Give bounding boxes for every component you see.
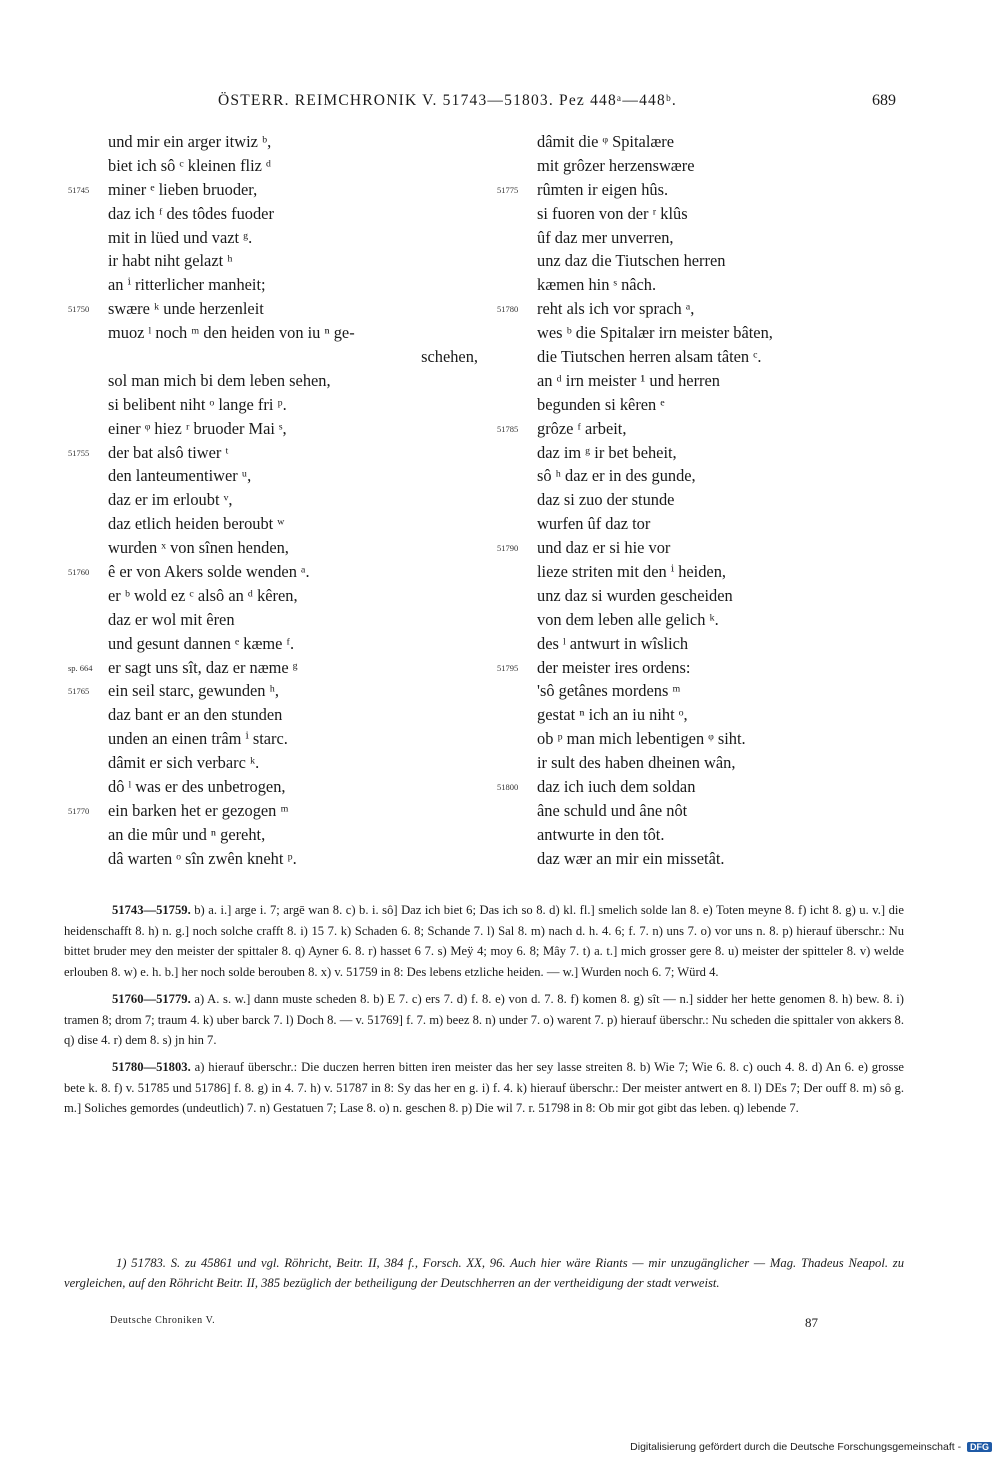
- dfg-logo: DFG: [967, 1442, 992, 1452]
- verse-text: von dem leben alle gelich ᵏ.: [537, 609, 719, 629]
- line-number: 51780: [497, 304, 519, 315]
- verse-line: [68, 345, 488, 369]
- line-number: 51790: [497, 543, 519, 554]
- verse-text: reht als ich vor sprach ᵃ,: [537, 299, 695, 319]
- apparatus-text: b) a. i.] arge i. 7; argē wan 8. c) b. i. sô] Daz ich biet 6; Das ich so 8. d) kl. fl.] smelich solde lan 8. e) Toten meyne 8. f) icht 8. g) u. v.] die heidenschafft 8. h) n. g.] noch solche crafft 8. i) 15 7. k) Schaden 6. 8; Schande 7. l) Sal 8. m) nach d. h. 4. 6; f. 7. n) uns 7. o) vor uns n. 8. p) hierauf überschr.: Nu bittet bruder mey den meister der spittaler 8. q) Ayner 6. 8. r) hasset 6 7. s) Meÿ 4; moy 6. 8; Mây 7. t) a. t.] mich grosser gere 8. u) meister der spitteler 8. v) welde erlouben 8. w) e. h. b.] her noch solde berouben 8. x) v. 51759 in 8: Des lebens etzliche heiden. — w.] Wurden noch 6. 7; Würd 4.: [64, 903, 904, 980]
- verse-line: [497, 273, 827, 297]
- verse-line: [68, 656, 488, 680]
- verse-text: 'sô getânes mordens ᵐ: [537, 681, 681, 701]
- verse-line: [68, 369, 488, 393]
- verse-line: [68, 297, 488, 321]
- line-number: 51760: [68, 567, 90, 578]
- verse-text: ir sult des haben dheinen wân,: [537, 753, 736, 773]
- verse-line: [68, 321, 488, 345]
- verse-line: [497, 847, 827, 871]
- verse-text: unz daz die Tiutschen herren: [537, 251, 726, 271]
- verse-text: an die mûr und ⁿ gereht,: [108, 824, 266, 844]
- verse-line: [68, 751, 488, 775]
- verse-line: [68, 536, 488, 560]
- verse-text: grôze ᶠ arbeit,: [537, 418, 627, 438]
- verse-text: daz wær an mir ein missetât.: [537, 848, 725, 868]
- line-number: 51770: [68, 805, 90, 816]
- verse-text: sol man mich bi dem leben sehen,: [108, 370, 331, 390]
- verse-line: [497, 154, 827, 178]
- verse-text: des ˡ antwurt in wîslich: [537, 633, 689, 653]
- verse-text: si fuoren von der ʳ klûs: [537, 203, 688, 223]
- verse-line: [68, 464, 488, 488]
- verse-text: daz er wol mit êren: [108, 609, 235, 629]
- verse-text: gestat ⁿ ich an iu niht ᵒ,: [537, 705, 688, 725]
- verse-text: ein seil starc, gewunden ʰ,: [108, 681, 279, 701]
- verse-line: [68, 608, 488, 632]
- verse-text: er sagt uns sît, daz er næme ᵍ: [108, 657, 298, 677]
- page-number: 689: [872, 92, 896, 109]
- verse-line: [68, 679, 488, 703]
- verse-text: ob ᵖ man mich lebentigen ᵠ siht.: [537, 729, 746, 749]
- apparatus-range: 51743—51759.: [112, 903, 191, 917]
- verse-text: daz ich iuch dem soldan: [537, 777, 696, 797]
- apparatus-text: a) A. s. w.] dann muste scheden 8. b) E 7. c) ers 7. d) f. 8. e) von d. 7. 8. f) komen 8. g) sît — n.] sidder her hette genomen 8. h) bew. 8. i) tramen 8; drom 7; traum 4. k) uber barck 7. l) Doch 8. — v. 51769] f. 7. m) beez 8. n) under 7. o) warent 7. p) hierauf überschr.: Nu scheden die spittaler von akkers 8. q) dise 4. r) dem 8. s) jn hin 7.: [64, 991, 904, 1048]
- verse-text: daz si zuo der stunde: [537, 490, 675, 510]
- verse-line: [68, 417, 488, 441]
- verse-text: ir habt niht gelazt ʰ: [108, 251, 233, 271]
- verse-line: [68, 154, 488, 178]
- verse-text: kæmen hin ˢ nâch.: [537, 275, 657, 295]
- verse-text: wes ᵇ die Spitalær irn meister bâten,: [537, 323, 773, 343]
- verse-text: ein barken het er gezogen ᵐ: [108, 800, 289, 820]
- verse-line: [497, 202, 827, 226]
- verse-line: [68, 847, 488, 871]
- line-number: 51745: [68, 184, 90, 195]
- verse-line: [68, 727, 488, 751]
- verse-text: ê er von Akers solde wenden ᵃ.: [108, 562, 310, 582]
- apparatus-range: 51780—51803.: [112, 1059, 191, 1074]
- verse-text: daz etlich heiden beroubt ʷ: [108, 514, 285, 534]
- verse-text: einer ᵠ hiez ʳ bruoder Mai ˢ,: [108, 418, 287, 438]
- apparatus-block: [64, 989, 904, 1051]
- line-number: 51800: [497, 782, 519, 793]
- verse-line: [497, 536, 827, 560]
- verse-text: mit grôzer herzenswære: [537, 155, 695, 175]
- footnote: 1) 51783. S. zu 45861 und vgl. Röhricht, Beitr. II, 384 f., Forsch. XX, 96. Auch hier wäre Riants — mir unzugänglicher — Mag. Thadeus Neapol. zu vergleichen, auf den Röhricht Beitr. II, 385 bezüglich der betheiligung der Deutschherren an der vertheidigung der stadt verweist.: [64, 1256, 904, 1290]
- verse-line: [497, 775, 827, 799]
- verse-text: und gesunt dannen ᵉ kæme ᶠ.: [108, 633, 295, 653]
- critical-apparatus: [64, 900, 904, 1125]
- verse-line: [497, 608, 827, 632]
- verse-line: [68, 584, 488, 608]
- verse-line: [68, 703, 488, 727]
- line-number: 51795: [497, 662, 519, 673]
- verse-line: [497, 584, 827, 608]
- verse-line: [68, 775, 488, 799]
- verse-text: den lanteumentiwer ᵘ,: [108, 466, 252, 486]
- verse-line: [497, 656, 827, 680]
- verse-text: lieze striten mit den ⁱ heiden,: [537, 562, 726, 582]
- verse-text: âne schuld und âne nôt: [537, 800, 688, 820]
- verse-line: [68, 823, 488, 847]
- verse-text: begunden si kêren ᵉ: [537, 394, 665, 414]
- credit-text: Digitalisierung gefördert durch die Deutsche Forschungsgemeinschaft -: [630, 1441, 962, 1453]
- verse-text: dâmit die ᵠ Spitalære: [537, 132, 675, 151]
- verse-text: an ⁱ ritterlicher manheit;: [108, 275, 266, 295]
- signature-line: Deutsche Chroniken V.: [110, 1315, 216, 1326]
- verse-line: [497, 321, 827, 345]
- verse-line: [497, 512, 827, 536]
- sheet-number: 87: [805, 1315, 818, 1330]
- verse-text: die Tiutschen herren alsam tâten ᶜ.: [537, 347, 762, 367]
- verse-text: daz bant er an den stunden: [108, 705, 283, 725]
- verse-line: [497, 560, 827, 584]
- verse-text: miner ᵉ lieben bruoder,: [108, 179, 258, 199]
- verse-line: [68, 130, 488, 154]
- verse-text: sô ʰ daz er in des gunde,: [537, 466, 696, 486]
- verse-line: [497, 632, 827, 656]
- verse-line: [68, 512, 488, 536]
- verse-line: [497, 345, 827, 369]
- running-header: [0, 92, 1000, 116]
- verse-line: [497, 751, 827, 775]
- verse-text: dô ˡ was er des unbetrogen,: [108, 777, 286, 797]
- verse-line: [497, 488, 827, 512]
- verse-text: daz ich ᶠ des tôdes fuoder: [108, 203, 274, 223]
- apparatus-text: a) hierauf überschr.: Die duczen herren bitten iren meister das her sey lasse streiten 8. b) Wie 7; Wie 6. 8. c) ouch 4. 8. d) An 6. e) grosse bete k. 8. f) v. 51785 und 51786] f. 8. g) in 4. 7. h) v. 51787 in 8: Sy das her en g. i) f. 4. k) hierauf überschr.: Der meister antwert en 8. l) DEs 7; Der ouff 8. m) sô g. m.] Soliches gemordes (undeutlich) 7. n) Gestatuen 7; Lase 8. o) n. geschen 8. p) Die wil 7. r. 51798 in 8: Ob mir got gibt das leben. q) lebende 7.: [64, 1059, 904, 1116]
- line-number: 51775: [497, 184, 519, 195]
- verse-text: und mir ein arger itwiz ᵇ,: [108, 132, 272, 151]
- verse-line: [497, 823, 827, 847]
- verse-column-right: [497, 130, 827, 871]
- line-number: 51750: [68, 304, 90, 315]
- verse-line: [68, 226, 488, 250]
- verse-text: si belibent niht ᵒ lange fri ᵖ.: [108, 394, 287, 414]
- digitization-credit: [630, 1441, 992, 1453]
- verse-line: [68, 560, 488, 584]
- line-number: sp. 664: [68, 662, 93, 673]
- verse-line: [497, 393, 827, 417]
- verse-line: [497, 799, 827, 823]
- verse-text: biet ich sô ᶜ kleinen fliz ᵈ: [108, 155, 272, 175]
- verse-line: [68, 632, 488, 656]
- verse-line: [497, 297, 827, 321]
- verse-text: unz daz si wurden gescheiden: [537, 585, 733, 605]
- apparatus-block: [64, 1057, 904, 1119]
- verse-text: der bat alsô tiwer ᵗ: [108, 442, 229, 462]
- verse-line: [68, 488, 488, 512]
- verse-text: dâmit er sich verbarc ᵏ.: [108, 753, 260, 773]
- verse-text: schehen,: [421, 347, 478, 367]
- verse-line: [497, 130, 827, 154]
- verse-line: [497, 464, 827, 488]
- verse-text: daz er im erloubt ᵛ,: [108, 490, 233, 510]
- verse-text: ûf daz mer unverren,: [537, 227, 674, 247]
- verse-line: [68, 273, 488, 297]
- line-number: 51765: [68, 686, 90, 697]
- verse-text: wurden ˣ von sînen henden,: [108, 538, 289, 558]
- apparatus-block: [64, 900, 904, 983]
- verse-line: [497, 178, 827, 202]
- verse-line: [497, 727, 827, 751]
- verse-text: dâ warten ᵒ sîn zwên kneht ᵖ.: [108, 848, 297, 868]
- verse-line: [68, 393, 488, 417]
- verse-text: und daz er si hie vor: [537, 538, 671, 558]
- verse-text: mit in lüed und vazt ᵍ.: [108, 227, 253, 247]
- verse-text: er ᵇ wold ez ᶜ alsô an ᵈ kêren,: [108, 585, 298, 605]
- verse-line: [68, 178, 488, 202]
- verse-line: [68, 799, 488, 823]
- verse-text: der meister ires ordens:: [537, 657, 691, 677]
- verse-text: an ᵈ irn meister ¹ und herren: [537, 370, 720, 390]
- verse-line: [497, 226, 827, 250]
- verse-text: antwurte in den tôt.: [537, 824, 665, 844]
- verse-line: [497, 703, 827, 727]
- verse-line: [497, 441, 827, 465]
- line-number: 51755: [68, 447, 90, 458]
- verse-line: [497, 369, 827, 393]
- verse-text: rûmten ir eigen hûs.: [537, 179, 669, 199]
- line-number: 51785: [497, 423, 519, 434]
- verse-text: swære ᵏ unde herzenleit: [108, 299, 264, 319]
- verse-text: daz im ᵍ ir bet beheit,: [537, 442, 677, 462]
- verse-line: [497, 679, 827, 703]
- apparatus-range: 51760—51779.: [112, 991, 191, 1006]
- verse-text: wurfen ûf daz tor: [537, 514, 651, 534]
- verse-column-left: [68, 130, 488, 871]
- verse-text: muoz ˡ noch ᵐ den heiden von iu ⁿ ge-: [108, 323, 355, 343]
- verse-text: unden an einen trâm ⁱ starc.: [108, 729, 288, 749]
- verse-line: [68, 202, 488, 226]
- verse-line: [497, 417, 827, 441]
- verse-line: [68, 249, 488, 273]
- verse-line: [497, 249, 827, 273]
- header-title: ÖSTERR. REIMCHRONIK V. 51743—51803. Pez 448ᵃ—448ᵇ.: [218, 92, 677, 109]
- verse-line: [68, 441, 488, 465]
